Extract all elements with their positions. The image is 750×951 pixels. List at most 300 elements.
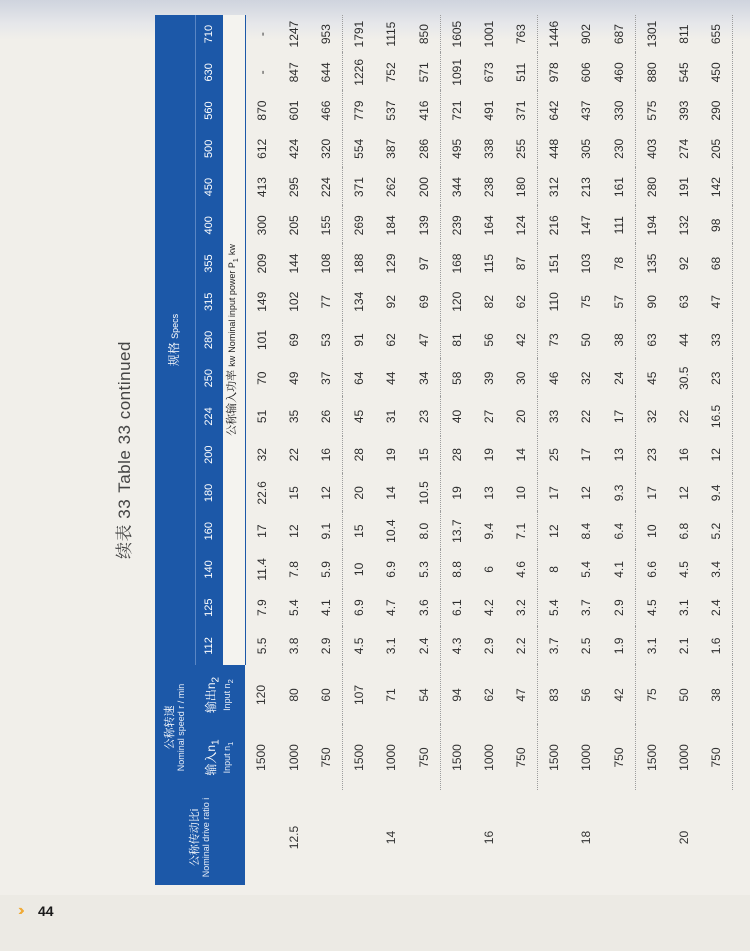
page-number: 44 [38,903,54,919]
speed-header-en: Nominal speed r / min [176,683,187,772]
power-cell: 33 [547,409,561,424]
power-cell: 1226 [352,59,366,86]
power-cell: 3.1 [644,637,659,655]
specs-header [155,15,195,665]
power-cell: 612 [254,138,269,159]
power-cell: 200 [408,168,441,206]
power-cell: 4.6 [505,550,538,588]
power-cell: 437 [579,100,594,121]
table-body [245,15,733,885]
power-cell: 16 [676,448,691,462]
power-cell: 19 [384,448,399,462]
power-cell: 120 [449,291,464,312]
spec-size: 180 [195,474,223,512]
power-cell: 571 [408,53,441,91]
ratio-header-cn: 公称传动比i [188,808,201,867]
power-cell: 63 [644,333,659,347]
power-cell: 6 [481,566,496,573]
power-cell: 45 [352,409,366,424]
spec-size: 355 [195,244,223,282]
power-cell: 62 [384,333,399,347]
power-cell: 1446 [547,20,561,48]
power-cell: 9.4 [700,474,733,512]
power-cell: 124 [505,206,538,244]
power-cell: 209 [254,253,269,274]
power-cell: 8.0 [408,512,441,550]
power-cell: 205 [700,130,733,168]
output-speed-cell: 75 [644,688,659,702]
ratio-cell: 12.5 [286,825,301,850]
power-cell: 102 [286,291,301,312]
power-cell: 191 [676,177,691,198]
input-speed-cell: 1000 [481,744,496,771]
power-cell: 7.8 [286,561,301,578]
power-cell: 91 [352,333,366,347]
table-row [700,15,733,885]
power-cell: 17 [547,486,561,500]
power-cell: 811 [676,24,691,44]
power-cell: 224 [310,168,343,206]
power-cell: 20 [505,397,538,435]
table-row [310,15,343,885]
power-cell: 673 [481,62,496,83]
power-cell: 2.2 [505,627,538,665]
power-cell: 32 [644,409,659,424]
power-cell: 149 [254,291,269,312]
power-cell: 10 [352,562,366,577]
power-cell: 4.3 [449,637,464,655]
power-cell: 2.4 [700,589,733,627]
power-cell: 545 [676,62,691,83]
power-cell: 70 [254,371,269,385]
power-cell: 4.1 [603,550,636,588]
caption-en: Table 33 continued [115,341,134,493]
power-cell: 1247 [286,20,301,48]
power-cell: 111 [603,206,636,244]
table-row [570,15,603,885]
power-cell: 22 [676,409,691,424]
power-cell: 69 [286,333,301,347]
power-cell: 142 [700,168,733,206]
table-row [635,15,668,885]
spec-size: 224 [195,397,223,435]
power-cell: 5.9 [310,550,343,588]
power-cell: 132 [676,215,691,236]
power-cell: 180 [505,168,538,206]
power-cell: 5.2 [700,512,733,550]
power-cell: 7.9 [254,599,269,616]
power-cell: 16 [310,436,343,474]
power-cell: 460 [603,53,636,91]
power-cell: 19 [481,448,496,462]
power-cell: 75 [579,295,594,309]
table-row [668,15,701,885]
power-cell: 6.6 [644,561,659,578]
input-speed-cell: 1000 [286,744,301,771]
power-cell: 371 [505,91,538,129]
spec-size: 560 [195,91,223,129]
power-cell: 30.5 [676,366,691,390]
table-row [603,15,636,885]
power-cell: 262 [384,177,399,198]
power-cell: 30 [505,359,538,397]
power-cell: - [254,32,269,37]
power-cell: 2.1 [676,637,691,655]
power-cell: 3.7 [547,637,561,655]
power-cell: 953 [310,15,343,53]
spec-size: 500 [195,130,223,168]
power-cell: 9.4 [481,522,496,540]
power-cell: 44 [384,371,399,385]
power-cell: 24 [603,359,636,397]
power-cell: 448 [547,138,561,159]
power-cell: 6.8 [676,522,691,540]
power-cell: 6.9 [384,561,399,578]
power-cell: 14 [505,436,538,474]
power-cell: 4.5 [352,637,366,655]
power-cell: 51 [254,409,269,424]
power-cell: 12 [700,436,733,474]
power-cell: 4.2 [481,599,496,616]
input-speed-cell: 750 [603,725,636,790]
power-cell: 155 [310,206,343,244]
power-cell: 850 [408,15,441,53]
power-cell: 32 [254,448,269,462]
power-cell: 1091 [449,59,464,86]
output-header-en: Input $n_2$ [221,679,235,711]
power-cell: 73 [547,333,561,347]
power-cell: 68 [700,244,733,282]
power-cell: 22.6 [254,481,269,505]
power-cell: 305 [579,138,594,159]
power-cell: 3.8 [286,637,301,655]
power-cell: 450 [700,53,733,91]
power-cell: 58 [449,371,464,385]
power-cell: 880 [644,62,659,83]
spec-size: 280 [195,321,223,359]
output-speed-cell: 50 [676,688,691,702]
power-cell: 554 [352,138,366,159]
power-cell: 82 [481,295,496,309]
power-cell: 2.9 [481,637,496,655]
power-cell: 280 [644,177,659,198]
power-cell: 135 [644,253,659,274]
power-cell: 537 [384,100,399,121]
table-row [408,15,441,885]
input-speed-cell: 1500 [547,744,561,771]
power-cell: 101 [254,329,269,351]
power-cell: 413 [254,177,269,198]
spec-size: 112 [195,627,223,665]
power-cell: 63 [676,295,691,309]
ratio-cell: 14 [384,830,399,845]
power-cell: 655 [700,15,733,53]
power-cell: 110 [547,292,561,312]
input-speed-cell: 1000 [384,744,399,771]
spec-size: 125 [195,589,223,627]
power-cell: 1791 [352,20,366,48]
input-speed-cell: 750 [700,725,733,790]
power-cell: 2.5 [579,637,594,655]
power-cell: 144 [286,253,301,274]
power-cell: 721 [449,100,464,121]
power-cell: 1605 [449,20,464,48]
power-cell: 344 [449,177,464,198]
power-cell: 575 [644,100,659,121]
power-cell: 17 [644,486,659,500]
power-cell: 139 [408,206,441,244]
power-cell: 47 [408,321,441,359]
power-cell: 338 [481,138,496,159]
power-cell: 5.5 [254,637,269,655]
power-cell: 7.1 [505,512,538,550]
power-cell: 205 [286,215,301,236]
spec-size: 630 [195,53,223,91]
output-speed-cell: 56 [579,688,594,702]
power-cell: 606 [579,62,594,83]
power-cell: 403 [644,138,659,159]
power-cell: 5.3 [408,550,441,588]
power-cell: 3.1 [676,599,691,616]
power-cell: 3.4 [700,550,733,588]
power-cell: 10.5 [408,474,441,512]
power-cell: 35 [286,409,301,424]
power-cell: 151 [547,253,561,274]
power-cell: 15 [408,436,441,474]
output-speed-cell: 62 [481,688,496,702]
power-cell: 416 [408,91,441,129]
table-row [505,15,538,885]
power-cell: 2.9 [603,589,636,627]
output-speed-cell: 107 [352,684,366,706]
output-speed-cell: 94 [449,688,464,702]
input-speed-cell: 1500 [352,744,366,771]
spec-size: 200 [195,436,223,474]
power-cell: 3.2 [505,589,538,627]
input-header-cn: 输入$n_1$ [203,739,222,776]
power-cell: 50 [579,333,594,347]
power-cell: 286 [408,130,441,168]
power-cell: 8.4 [579,522,594,540]
specs-header-en: Specs [169,313,180,339]
power-cell: 312 [547,177,561,198]
spec-size: 250 [195,359,223,397]
power-cell: 12 [579,486,594,500]
power-cell: 511 [505,53,538,91]
power-cell: 12 [310,474,343,512]
ratio-cell: 20 [676,830,691,845]
input-header-en: Input $n_1$ [221,741,235,774]
speed-header-cn: 公称转速 [163,705,176,750]
power-cell: 687 [603,15,636,53]
power-cell: 15 [352,524,366,538]
power-cell: 752 [384,62,399,83]
ratio-header-en: Nominal drive ratio i [201,797,212,878]
output-speed-cell: 60 [310,665,343,725]
power-cell: 92 [676,256,691,271]
power-cell: 45 [644,371,659,385]
power-cell: 46 [547,371,561,385]
input-speed-cell: 1500 [449,744,464,771]
power-cell: 330 [603,91,636,129]
input-speed-header [195,725,245,790]
power-cell: 466 [310,91,343,129]
power-cell: 4.5 [676,561,691,578]
power-cell: 5.4 [579,561,594,578]
power-cell: 290 [700,91,733,129]
power-cell: 11.4 [254,558,269,581]
spec-size: 710 [195,15,223,53]
power-cell: 387 [384,138,399,159]
power-cell: 17 [254,524,269,538]
power-cell: 10 [644,524,659,538]
power-cell: 90 [644,295,659,309]
power-cell: 22 [286,448,301,462]
power-cell: 81 [449,333,464,347]
power-cell: 779 [352,100,366,121]
power-cell: 25 [547,448,561,462]
power-cell: 14 [384,486,399,500]
power-cell: 978 [547,62,561,83]
power-cell: 103 [579,253,594,274]
power-cell: 44 [676,333,691,347]
power-cell: 16.5 [700,397,733,435]
power-cell: 2.9 [310,627,343,665]
power-cell: 98 [700,206,733,244]
ratio-header [155,790,245,885]
power-cell: 6.9 [352,599,366,616]
power-cell: 274 [676,138,691,159]
ratio-cell: 18 [579,830,594,845]
power-cell: 601 [286,100,301,121]
speed-header [155,665,195,790]
power-cell: 17 [579,448,594,462]
power-cell: 1001 [481,20,496,48]
power-cell: 40 [449,409,464,424]
power-cell: 393 [676,100,691,121]
power-cell: 4.5 [644,599,659,616]
power-cell: 763 [505,15,538,53]
power-cell: 3.7 [579,599,594,616]
power-cell: 642 [547,100,561,121]
table-row [375,15,408,885]
power-cell: 15 [286,486,301,500]
power-cell: 12 [547,524,561,538]
power-cell: 23 [700,359,733,397]
power-cell: 20 [352,486,366,500]
power-cell: 39 [481,371,496,385]
spec-size: 400 [195,206,223,244]
power-cell: 2.4 [408,627,441,665]
power-cell: 19 [449,486,464,500]
power-cell: 69 [408,283,441,321]
spec-size: 140 [195,550,223,588]
power-cell: 92 [384,295,399,309]
specs-header-cn: 规格 [166,342,181,367]
power-cell: 108 [310,244,343,282]
table-caption [110,15,140,885]
power-cell: 12 [676,486,691,500]
power-cell: 213 [579,177,594,198]
power-cell: 269 [352,215,366,236]
power-cell: 238 [481,177,496,198]
power-cell: 5.4 [286,599,301,616]
output-header-cn: 输出$n_2$ [203,676,222,714]
power-cell: 13 [481,486,496,500]
power-table [155,15,733,885]
power-cell: 49 [286,371,301,385]
power-cell: 644 [310,53,343,91]
power-cell: 87 [505,244,538,282]
power-cell: 371 [352,177,366,198]
input-speed-cell: 750 [408,725,441,790]
power-cell: 3.1 [384,637,399,655]
power-cell: 13 [603,436,636,474]
power-cell: 62 [505,283,538,321]
input-speed-cell: 750 [505,725,538,790]
spec-size: 450 [195,168,223,206]
input-speed-cell: 1500 [644,744,659,771]
power-cell: 26 [310,397,343,435]
power-cell: 161 [603,168,636,206]
power-cell: 164 [481,215,496,236]
table-row [538,15,571,885]
power-cell: 37 [310,359,343,397]
power-cell: 53 [310,321,343,359]
power-cell: 64 [352,371,366,385]
power-cell: 32 [579,371,594,385]
power-cell: 47 [700,283,733,321]
output-speed-cell: 71 [384,688,399,702]
caption-cn: 续表 33 [115,498,134,559]
power-cell: 295 [286,177,301,198]
output-speed-header [195,665,245,725]
power-cell: 3.6 [408,589,441,627]
power-cell: 13.7 [449,519,464,543]
page-footer-band [0,895,750,951]
power-cell: 17 [603,397,636,435]
power-cell: 115 [481,253,496,274]
power-cell: 194 [644,215,659,236]
power-cell: 22 [579,409,594,424]
output-speed-cell: 83 [547,688,561,702]
power-cell: 870 [254,100,269,121]
output-speed-cell: 38 [700,665,733,725]
table-row [278,15,311,885]
table-row [473,15,506,885]
input-speed-cell: 1500 [254,744,269,771]
output-speed-cell: 120 [254,684,269,706]
power-subheader: 公称输入功率 kw Nominal input power $P_1$ kw [223,15,245,665]
power-cell: 31 [384,409,399,424]
power-cell: 134 [352,291,366,312]
power-cell: 491 [481,100,496,121]
power-cell: 28 [352,448,366,462]
power-cell: 4.1 [310,589,343,627]
power-cell: 8 [547,566,561,573]
rotated-table-sheet [110,15,723,885]
power-cell: 77 [310,283,343,321]
power-cell: 12 [286,524,301,538]
power-cell: 129 [384,253,399,274]
power-cell: 188 [352,253,366,274]
power-cell: 9.3 [603,474,636,512]
power-cell: 10.4 [384,519,399,543]
input-speed-cell: 1000 [676,744,691,771]
power-cell: 57 [603,283,636,321]
power-cell: 320 [310,130,343,168]
output-speed-cell: 42 [603,665,636,725]
